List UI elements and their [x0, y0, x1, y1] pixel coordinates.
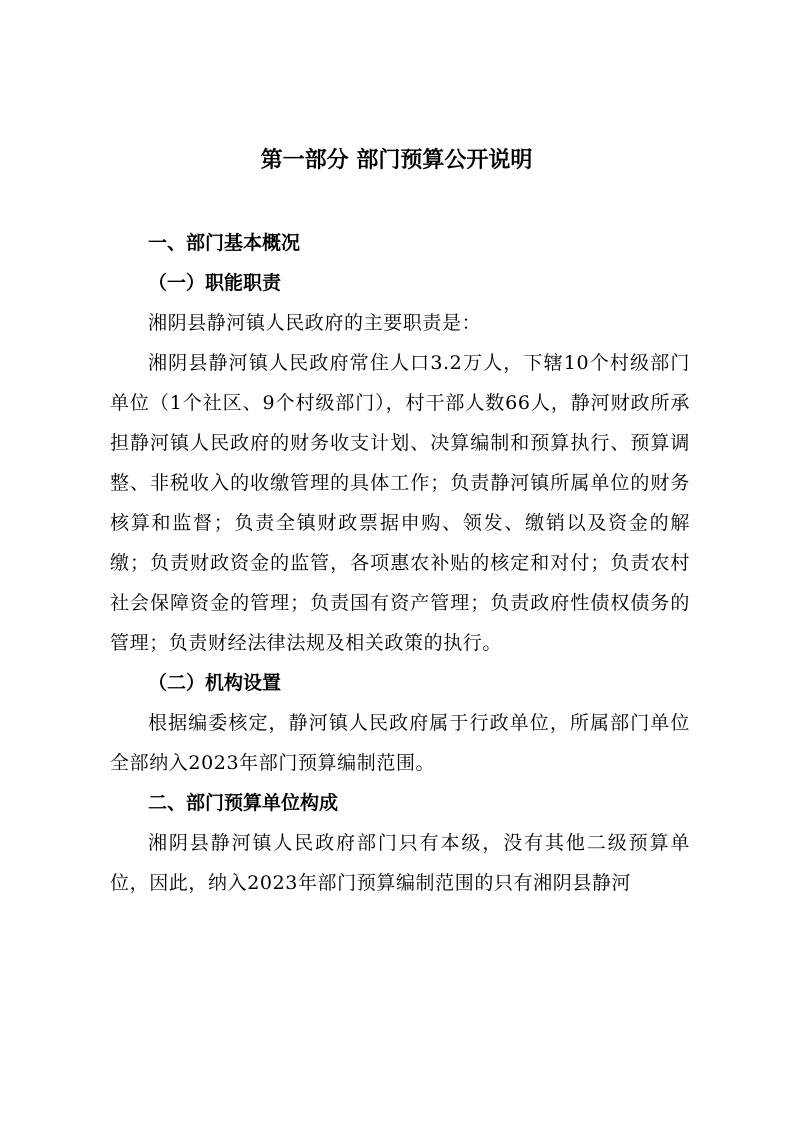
subsection-heading-duties: （一）职能职责 [148, 272, 282, 294]
document-body [110, 223, 690, 903]
section-heading-budget-units: 二、部门预算单位构成 [148, 792, 339, 814]
paragraph-budget-units: 湘阴县静河镇人民政府部门只有本级，没有其他二级预算单位，因此，纳入2023年部门预算编制范围的只有湘阴县静河 [110, 832, 690, 894]
paragraph-duties-intro: 湘阴县静河镇人民政府的主要职责是： [148, 312, 482, 334]
paragraph-duties-detail: 湘阴县静河镇人民政府常住人口3.2万人，下辖10个村级部门单位（1个社区、9个村级部门），村干部人数66人，静河财政所承担静河镇人民政府的财务收支计划、决算编制和预算执行、预算调整、非税收入的收缴管理的具体工作；负责静河镇所属单位的财务核算和监督；负责全镇财政票据申购、领发、缴销以及资金的解缴；负责财政资金的监管，各项惠农补贴的核定和对付；负责农村社会保障资金的管理；负责国有资产管理；负责政府性债权债务的管理；负责财经法律法规及相关政策的执行。 [110, 352, 690, 654]
paragraph-organization: 根据编委核定，静河镇人民政府属于行政单位，所属部门单位全部纳入2023年部门预算编制范围。 [110, 712, 690, 774]
subsection-heading-organization: （二）机构设置 [148, 672, 282, 694]
section-heading-basic-overview: 一、部门基本概况 [148, 232, 301, 254]
page-title: 第一部分 部门预算公开说明 [260, 148, 533, 173]
